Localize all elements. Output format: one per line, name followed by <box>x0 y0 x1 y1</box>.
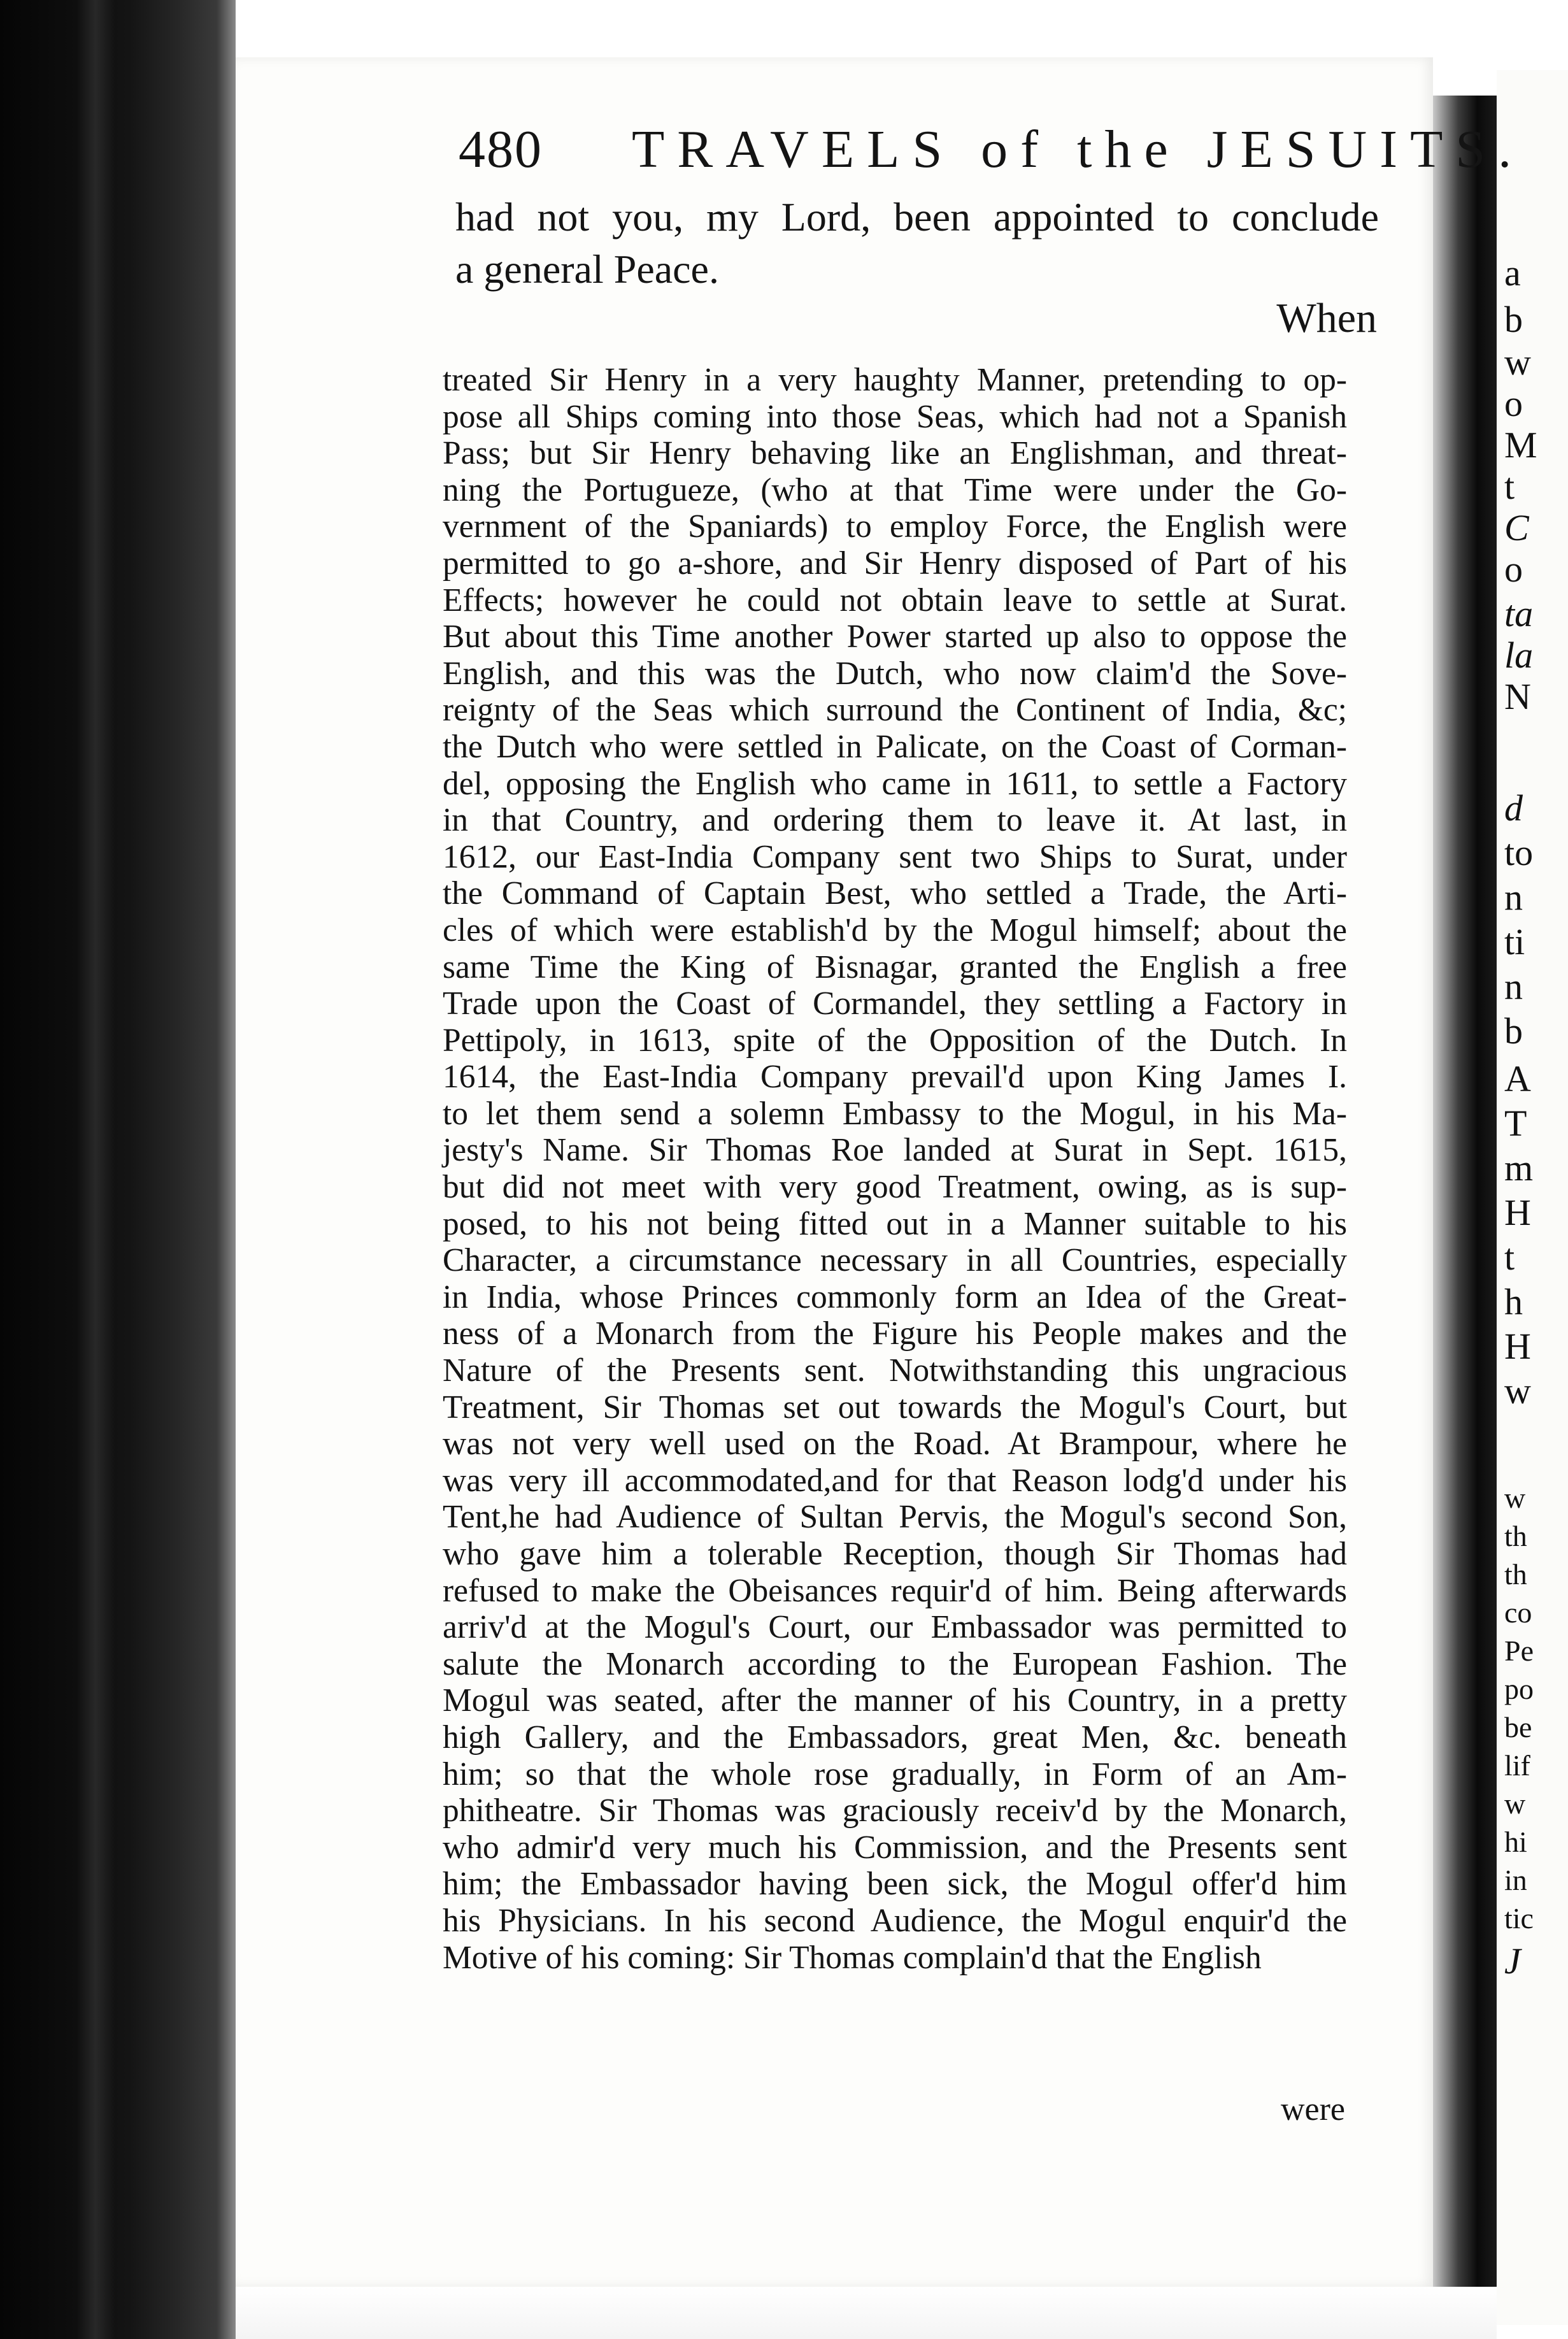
facing-page-fragment: C <box>1504 507 1529 548</box>
text-line: Trade upon the Coast of Cormandel, they settling a Factory in <box>443 985 1347 1022</box>
text-line: him; so that the whole rose gradually, in Form of an Am- <box>443 1756 1347 1792</box>
facing-page-fragment: in <box>1504 1864 1527 1896</box>
text-line: jesty's Name. Sir Thomas Roe landed at Surat in Sept. 1615, <box>443 1132 1347 1169</box>
facing-page-fragment: ta <box>1504 593 1534 634</box>
text-line: Treatment, Sir Thomas set out towards the Mogul's Court, but <box>443 1389 1347 1426</box>
text-line: his Physicians. In his second Audience, the Mogul enquir'd the <box>443 1902 1347 1939</box>
text-line: posed, to his not being fitted out in a Manner suitable to his <box>443 1205 1347 1242</box>
text-line: was very ill accommodated,and for that Reason lodg'd under his <box>443 1462 1347 1499</box>
running-title: TRAVELS of the JESUITS. <box>632 120 1525 179</box>
facing-page-fragment: t <box>1504 466 1515 507</box>
facing-page-fragment: h <box>1504 1281 1523 1322</box>
text-line: same Time the King of Bisnagar, granted the English a free <box>443 948 1347 985</box>
facing-page-fragment: w <box>1504 1482 1526 1514</box>
text-line: was not very well used on the Road. At Brampour, where he <box>443 1426 1347 1463</box>
text-line: Nature of the Presents sent. Notwithstanding this ungracious <box>443 1352 1347 1389</box>
text-line: 1614, the East-India Company prevail'd upon King James I. <box>443 1059 1347 1096</box>
book-gutter <box>1433 96 1497 2338</box>
text-line: pose all Ships coming into those Seas, which had not a Spanish <box>443 398 1347 435</box>
text-line: salute the Monarch according to the European Fashion. The <box>443 1645 1347 1682</box>
text-line: ness of a Monarch from the Figure his People makes and the <box>443 1315 1347 1352</box>
facing-page-fragment: to <box>1504 832 1534 873</box>
facing-page-fragment: w <box>1504 1787 1526 1820</box>
opening-line: a general Peace. <box>455 247 719 292</box>
text-line: But about this Time another Power started up also to oppose the <box>443 619 1347 655</box>
facing-page-fragment: th <box>1504 1520 1527 1552</box>
text-line: Pettipoly, in 1613, spite of the Opposition of the Dutch. In <box>443 1022 1347 1059</box>
text-line: arriv'd at the Mogul's Court, our Embassador was permitted to <box>443 1609 1347 1646</box>
facing-page-fragment: H <box>1504 1326 1531 1367</box>
scan-dark-margin <box>0 0 236 2339</box>
text-line: him; the Embassador having been sick, the Mogul offer'd him <box>443 1866 1347 1903</box>
opening-text <box>455 191 1379 296</box>
facing-page-fragment: n <box>1504 876 1523 918</box>
text-line: to let them send a solemn Embassy to the Mogul, in his Ma- <box>443 1095 1347 1132</box>
facing-page-fragment: po <box>1504 1673 1534 1705</box>
facing-page-fragment: w <box>1504 341 1531 383</box>
text-line: refused to make the Obeisances requir'd of him. Being afterwards <box>443 1572 1347 1609</box>
scan-bottom-margin <box>236 2287 1497 2339</box>
text-line: in India, whose Princes commonly form an Idea of the Great- <box>443 1278 1347 1315</box>
text-line: the Command of Captain Best, who settled a Trade, the Arti- <box>443 875 1347 912</box>
facing-page-fragment: m <box>1504 1147 1534 1189</box>
facing-page-fragment: Pe <box>1504 1634 1534 1667</box>
facing-page-fragment: d <box>1504 787 1523 829</box>
text-line: del, opposing the English who came in 1611, to settle a Factory <box>443 765 1347 802</box>
facing-page-fragment: N <box>1504 676 1531 717</box>
facing-page-fragment: w <box>1504 1370 1531 1412</box>
text-line: the Dutch who were settled in Palicate, on the Coast of Corman- <box>443 728 1347 765</box>
text-line: Tent,he had Audience of Sultan Pervis, the Mogul's second Son, <box>443 1499 1347 1536</box>
facing-page-fragment: ti <box>1504 921 1525 962</box>
facing-page-fragment: n <box>1504 966 1523 1007</box>
facing-page-fragment: H <box>1504 1192 1531 1233</box>
catchword-bottom: were <box>1280 2091 1345 2128</box>
facing-page-fragment: hi <box>1504 1826 1527 1858</box>
text-line: but did not meet with very good Treatment, owing, as is sup- <box>443 1169 1347 1206</box>
facing-page-fragment: co <box>1504 1596 1532 1629</box>
catchword-top: When <box>1276 295 1377 341</box>
facing-page-fragment: A <box>1504 1058 1531 1099</box>
text-line: in that Country, and ordering them to leave it. At last, in <box>443 802 1347 839</box>
text-line: Motive of his coming: Sir Thomas complain'd that the English <box>443 1939 1262 1976</box>
facing-page-fragment: b <box>1504 1010 1523 1052</box>
text-line: who gave him a tolerable Reception, though Sir Thomas had <box>443 1536 1347 1572</box>
text-line: permitted to go a-shore, and Sir Henry disposed of Part of his <box>443 545 1347 582</box>
facing-page-fragment: a <box>1504 252 1521 294</box>
facing-page-fragment: o <box>1504 548 1523 590</box>
facing-page-fragment: b <box>1504 299 1523 340</box>
text-line: phitheatre. Sir Thomas was graciously receiv'd by the Monarch, <box>443 1792 1347 1829</box>
facing-page-fragment: lif <box>1504 1749 1530 1782</box>
text-line: cles of which were establish'd by the Mogul himself; about the <box>443 912 1347 948</box>
text-line: treated Sir Henry in a very haughty Manner, pretending to op- <box>443 362 1347 398</box>
facing-page-fragment: J <box>1504 1940 1521 1982</box>
text-line: Pass; but Sir Henry behaving like an Englishman, and threat- <box>443 435 1347 472</box>
facing-page-fragment: o <box>1504 383 1523 424</box>
facing-page-fragment: t <box>1504 1236 1515 1278</box>
facing-page-fragment: tic <box>1504 1902 1534 1935</box>
text-line: Mogul was seated, after the manner of his Country, in a pretty <box>443 1682 1347 1719</box>
page-header <box>459 111 1525 188</box>
text-line: vernment of the Spaniards) to employ Force, the English were <box>443 508 1347 545</box>
page-number: 480 <box>459 120 543 179</box>
facing-page-fragment: be <box>1504 1711 1532 1743</box>
facing-page-fragment: T <box>1504 1103 1527 1144</box>
text-line: reignty of the Seas which surround the Continent of India, &c; <box>443 692 1347 729</box>
facing-page-fragment: th <box>1504 1558 1527 1591</box>
body-paragraph <box>443 362 1347 1976</box>
text-line: 1612, our East-India Company sent two Ships to Surat, under <box>443 838 1347 875</box>
opening-line: had not you, my Lord, been appointed to conclude <box>455 194 1379 240</box>
text-line: ning the Portugueze, (who at that Time were under the Go- <box>443 471 1347 508</box>
text-line: Effects; however he could not obtain leave to settle at Surat. <box>443 582 1347 619</box>
text-line: English, and this was the Dutch, who now claim'd the Sove- <box>443 655 1347 692</box>
text-line: high Gallery, and the Embassadors, great Men, &c. beneath <box>443 1719 1347 1756</box>
text-line: Character, a circumstance necessary in all Countries, especially <box>443 1242 1347 1279</box>
facing-page-fragment: M <box>1504 424 1537 466</box>
text-line: who admir'd very much his Commission, and the Presents sent <box>443 1829 1347 1866</box>
facing-page-fragment: la <box>1504 634 1534 676</box>
